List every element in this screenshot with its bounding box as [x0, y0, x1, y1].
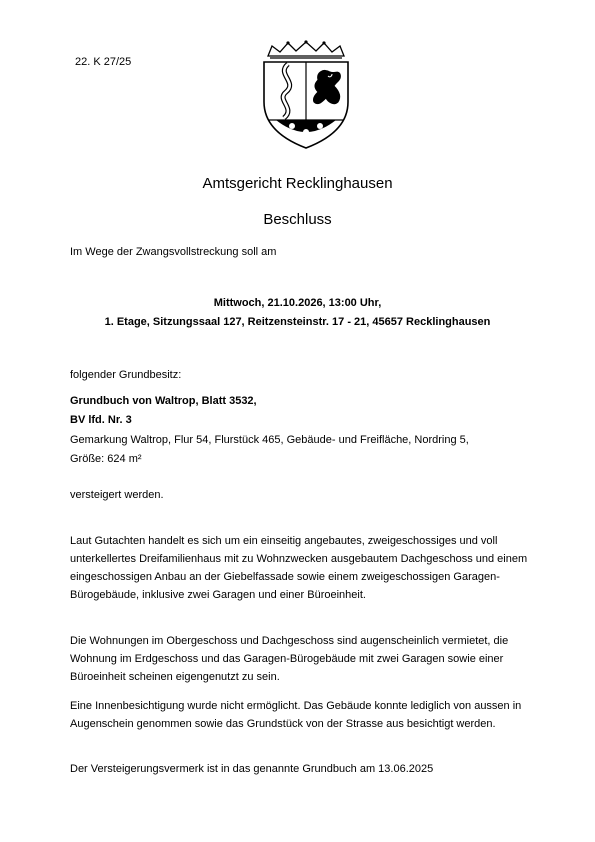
paragraph-occupancy: Die Wohnungen im Obergeschoss und Dachgeschoss sind augenscheinlich vermietet, die Wohnung im Erdgeschoss und das Garagen-Bürogebäude mit zwei Garagen sowie einer Büroeinheit scheinen eigengenutzt zu sein. — [70, 635, 509, 683]
auction-outcome: versteigert werden. — [70, 489, 164, 501]
file-number: 22. K 27/25 — [75, 56, 132, 68]
court-name: Amtsgericht Recklinghausen — [202, 175, 393, 192]
land-register: Grundbuch von Waltrop, Blatt 3532, — [70, 395, 257, 407]
property-label: folgender Grundbesitz: — [70, 369, 182, 381]
coat-of-arms-icon — [258, 40, 354, 150]
property-size: Größe: 624 m² — [70, 453, 142, 465]
paragraph-description: Laut Gutachten handelt es sich um ein einseitig angebautes, zweigeschossiges und voll unterkellertes Dreifamilienhaus mit zu Wohnzwecken ausgebautem Dachgeschoss und einem eingeschossigen Anbau an der Giebelfassade sowie einem zweigeschossigen Garagen-Bürogebäude, inklusive zwei Garagen und einer Büroeinheit. — [70, 535, 528, 601]
paragraph-register-note: Der Versteigerungsvermerk ist in das genannte Grundbuch am 13.06.2025 — [70, 763, 434, 775]
property-description: Gemarkung Waltrop, Flur 54, Flurstück 465, Gebäude- und Freifläche, Nordring 5, — [70, 434, 469, 446]
auction-intro: Im Wege der Zwangsvollstreckung soll am — [70, 246, 277, 258]
document-title: Beschluss — [263, 211, 332, 228]
auction-location: 1. Etage, Sitzungssaal 127, Reitzensteinstr. 17 - 21, 45657 Recklinghausen — [104, 316, 491, 328]
auction-date-time: Mittwoch, 21.10.2026, 13:00 Uhr, — [213, 297, 382, 309]
register-entry: BV lfd. Nr. 3 — [70, 414, 132, 426]
paragraph-inspection: Eine Innenbesichtigung wurde nicht ermöglicht. Das Gebäude konnte lediglich von aussen in Augenschein genommen sowie das Grundstück von der Strasse aus besichtigt werden. — [70, 700, 522, 730]
